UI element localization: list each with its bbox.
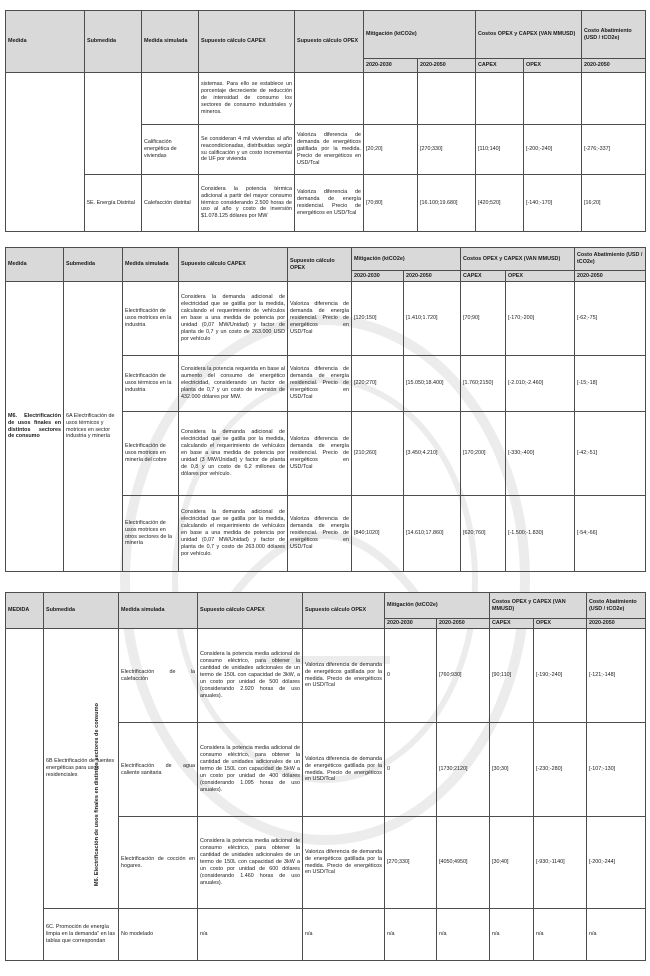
header-opex: OPEX (506, 271, 575, 282)
capex-assumption: Considera la potencia térmica adicional a partir del mayor consumo térmico considerando 2.500 horas de uso al año y costo de inversión $1.078.125 dólares por MW (199, 175, 295, 232)
header-2020-2050: 2020-2050 (418, 59, 476, 73)
capex-value: [420;520] (476, 175, 524, 232)
header-capex-calc: Supuesto cálculo CAPEX (198, 593, 303, 629)
header-2020-2030: 2020-2030 (385, 619, 437, 629)
simulated-measure: Calificación energética de viviendas (142, 125, 199, 175)
opex-assumption: Valoriza diferencia de demanda de energéticos gatillada por la medida. Precio de energéticos en USD/Tcal (303, 723, 385, 817)
mitigation-2050: [14.610;17.860] (404, 496, 461, 572)
header-medida: Medida (6, 248, 64, 282)
table-2 (5, 247, 646, 572)
capex-value: [70;90] (461, 282, 506, 356)
mitigation-2030: [840;1020] (352, 496, 404, 572)
capex-assumption: sistemas. Para ello se establece un porcentaje decreciente de reducción de intensidad de consumo los sectores de consumo industriales y mineros. (199, 73, 295, 125)
header-2020-2050: 2020-2050 (575, 271, 646, 282)
header-opex-calc: Supuesto cálculo OPEX (295, 11, 364, 73)
header-opex: OPEX (524, 59, 582, 73)
simulated-measure: No modelado (119, 909, 198, 961)
capex-value: [90;110] (490, 629, 534, 723)
capex-value: n/a (490, 909, 534, 961)
capex-value: [110;140] (476, 125, 524, 175)
abatement-cost: [-107;-130] (587, 723, 646, 817)
capex-assumption: Considera la potencia media adicional de consumo eléctrico, para obtener la cantidad de unidades adicionales de un termo de 150L con capacidad de 3kW a un costo por unidad de 600 dólares (considerando 1.460 horas de uso anuales). (198, 817, 303, 909)
header-2020-2050: 2020-2050 (404, 271, 461, 282)
mitigation-2050: [16.100;19.680] (418, 175, 476, 232)
measure-m6: M6. Electrificación de usos finales en distintos sectores de consumo (6, 282, 64, 572)
header-mitigacion: Mitigación (ktCO2e) (385, 593, 490, 619)
abatement-cost: [-200;-244] (587, 817, 646, 909)
table-1 (5, 10, 646, 232)
header-2020-2050: 2020-2050 (437, 619, 490, 629)
abatement-cost: [-42;-51] (575, 412, 646, 496)
opex-value: [-230;-280] (534, 723, 587, 817)
header-medida-simulada: Medida simulada (142, 11, 199, 73)
opex-assumption: Valoriza diferencia de demanda de energía residencial. Precio de energéticos en USD/Tcal (288, 412, 352, 496)
opex-value: [-200;-240] (524, 125, 582, 175)
mitigation-2030: [220;270] (352, 356, 404, 412)
table-row (6, 629, 646, 723)
mitigation-2030: 0 (385, 723, 437, 817)
header-capex-calc: Supuesto cálculo CAPEX (199, 11, 295, 73)
submeasure-6b: 6B Electrificación de fuentes energéticas para usos residenciales (44, 629, 119, 909)
opex-assumption: n/a (303, 909, 385, 961)
mitigation-2030: [270;330] (385, 817, 437, 909)
header-mitigacion: Mitigación (ktCO2e) (364, 11, 476, 59)
capex-value: [1.760;2150] (461, 356, 506, 412)
header-submedida: Submedida (44, 593, 119, 629)
simulated-measure: Electrificación de la calefacción (119, 629, 198, 723)
submeasure-6c: 6C. Promoción de energía limpia en la demanda" en las tablas que correspondan (44, 909, 119, 961)
header-2020-2050: 2020-2050 (582, 59, 646, 73)
abatement-cost: [-276;-337] (582, 125, 646, 175)
capex-assumption: n/a (198, 909, 303, 961)
opex-value (524, 73, 582, 125)
mitigation-2050: [270;330] (418, 125, 476, 175)
table-row (6, 909, 646, 961)
simulated-measure: Electrificación de usos motrices en la industria (123, 282, 179, 356)
submeasure-6a: 6A Electrificación de usos térmicos y motrices en sector industria y minería (64, 282, 123, 572)
opex-value: [-190;-240] (534, 629, 587, 723)
header-medida: Medida (6, 11, 85, 73)
simulated-measure: Electrificación de usos motrices en otros sectores de la minería (123, 496, 179, 572)
header-capex: CAPEX (461, 271, 506, 282)
simulated-measure (142, 73, 199, 125)
opex-value: [-930;-1140] (534, 817, 587, 909)
header-capex-calc: Supuesto cálculo CAPEX (179, 248, 288, 282)
opex-assumption: Valoriza diferencia de demanda de energéticos gatillada por la medida. Precio de energéticos en USD/Tcal (303, 817, 385, 909)
capex-value (476, 73, 524, 125)
opex-value: [-170;-200] (506, 282, 575, 356)
mitigation-2030: 0 (385, 629, 437, 723)
opex-assumption: Valoriza diferencia de demanda de energía residencial. Precio de energéticos en USD/Tcal (288, 356, 352, 412)
capex-assumption: Considera la potencia media adicional de consumo eléctrico, para obtener la cantidad de unidades adicionales de un termo de 150L con capacidad de 3kW, a un costo por unidad de 500 dólares (considerando 2.920 horas de uso anuales). (198, 629, 303, 723)
header-abatimiento: Costo Abatimiento (USD / tCO2e) (582, 11, 646, 59)
opex-assumption: Valoriza diferencia de demanda de energía residencial. Precio de energéticos en USD/Tcal (288, 496, 352, 572)
header-mitigacion: Mitigación (ktCO2e) (352, 248, 461, 271)
abatement-cost: [-121;-148] (587, 629, 646, 723)
opex-value: [-1.500;-1.830] (506, 496, 575, 572)
mitigation-2050: [15.050;18.400] (404, 356, 461, 412)
submeasure: 5E. Energía Distrital (85, 175, 142, 232)
mitigation-2030: [70;80] (364, 175, 418, 232)
opex-value: n/a (534, 909, 587, 961)
opex-value: [-140;-170] (524, 175, 582, 232)
header-medida: MEDIDA (6, 593, 44, 629)
mitigation-2050: [1730;2120] (437, 723, 490, 817)
table-3 (5, 592, 646, 961)
capex-assumption: Considera la demanda adicional de electricidad que se gatilla por la medida, calculando el requerimiento de vehículos en base a una medida de potencia por unidad (0,07 MW/Unidad) y factor de planta de 0,7 y costo de 263.000 dólares por vehículo. (179, 496, 288, 572)
opex-assumption (295, 73, 364, 125)
opex-assumption: Valoriza diferencia de demanda de energéticos gatillada por la medida. Precio de energéticos en USD/Tcal (303, 629, 385, 723)
simulated-measure: Electrificación de usos térmicos en la industria (123, 356, 179, 412)
abatement-cost (582, 73, 646, 125)
simulated-measure: Electrificación de usos motrices en minería del cobre (123, 412, 179, 496)
opex-assumption: Valoriza diferencia de demanda de energéticos gatillada por la medida. Precio de energéticos en USD/Tcal (295, 125, 364, 175)
capex-value: [30;40] (490, 817, 534, 909)
abatement-cost: [-15;-18] (575, 356, 646, 412)
mitigation-2030: n/a (385, 909, 437, 961)
header-submedida: Submedida (64, 248, 123, 282)
abatement-cost: [-54;-66] (575, 496, 646, 572)
header-capex: CAPEX (476, 59, 524, 73)
mitigation-2050: [1.410;1.720] (404, 282, 461, 356)
mitigation-2050: n/a (437, 909, 490, 961)
mitigation-2030: [120;150] (352, 282, 404, 356)
opex-value: [-2.010;-2.460] (506, 356, 575, 412)
capex-value: [170;200] (461, 412, 506, 496)
header-opex-calc: Supuesto cálculo OPEX (303, 593, 385, 629)
table-row (6, 175, 646, 232)
simulated-measure: Electrificación de agua caliente sanitaria (119, 723, 198, 817)
opex-assumption: Valoriza diferencia de demanda de energía residencial. Precio de energéticos en USD/Tcal (288, 282, 352, 356)
header-2020-2030: 2020-2030 (352, 271, 404, 282)
table-row (6, 73, 646, 125)
capex-value: [30;30] (490, 723, 534, 817)
mitigation-2050: [3.450;4.210] (404, 412, 461, 496)
mitigation-2030: [20;20] (364, 125, 418, 175)
mitigation-2030 (364, 73, 418, 125)
mitigation-2030: [210;260] (352, 412, 404, 496)
mitigation-2050 (418, 73, 476, 125)
capex-assumption: Considera la potencia requerida en base al aumento del consumo de energético electricidad, considerando un factor de planta de 0,7 y un costo de inversión de 432.000 dólares por MW. (179, 356, 288, 412)
header-abatimiento: Costo Abatimiento (USD / tCO2e) (575, 248, 646, 271)
header-medida-simulada: Medida simulada (119, 593, 198, 629)
mitigation-2050: [4050;4950] (437, 817, 490, 909)
abatement-cost: [-62;-75] (575, 282, 646, 356)
header-opex-calc: Supuesto cálculo OPEX (288, 248, 352, 282)
header-abatimiento: Costo Abatimiento (USD / tCO2e) (587, 593, 646, 619)
header-submedida: Submedida (85, 11, 142, 73)
mitigation-2050: [760;930] (437, 629, 490, 723)
abatement-cost: n/a (587, 909, 646, 961)
opex-value: [-330;-400] (506, 412, 575, 496)
capex-assumption: Se consideran 4 mil viviendas al año reacondicionadas, distribuidas según su calificación y un costo incremental de UF por vivienda (199, 125, 295, 175)
header-costos: Costos OPEX y CAPEX (VAN MMUSD) (461, 248, 575, 271)
header-costos: Costos OPEX y CAPEX (VAN MMUSD) (490, 593, 587, 619)
header-capex: CAPEX (490, 619, 534, 629)
header-opex: OPEX (534, 619, 587, 629)
header-costos: Costos OPEX y CAPEX (VAN MMUSD) (476, 11, 582, 59)
header-medida-simulada: Medida simulada (123, 248, 179, 282)
abatement-cost: [16;20] (582, 175, 646, 232)
measure-m6-label: M6. Electrificación de usos finales en distintos sectores de consumo (93, 702, 100, 887)
capex-assumption: Considera la demanda adicional de electricidad que se gatilla por la medida, calculando el requerimiento de vehículos en base a una medida de potencia por unidad (0,07 MW/Unidad) y factor de planta de 0,7 y un costo de 263.000 USD por vehículo (179, 282, 288, 356)
table-row (6, 282, 646, 356)
simulated-measure: Electrificación de cocción en hogares. (119, 817, 198, 909)
header-2020-2050: 2020-2050 (587, 619, 646, 629)
header-2020-2030: 2020-2030 (364, 59, 418, 73)
capex-value: [620;760] (461, 496, 506, 572)
capex-assumption: Considera la demanda adicional de electricidad que se gatilla por la medida, calculando el requerimiento de vehículos en base a una medida de potencia por unidad (3 MW/Unidad) y factor de planta de 0,8 y un costo de 6,2 millones de dólares por vehículo. (179, 412, 288, 496)
capex-assumption: Considera la potencia media adicional de consumo eléctrico, para obtener la cantidad de unidades adicionales de un termo de 150L con capacidad de 5kW a un costo por unidad de 400 dólares (considerando 1.095 horas de uso anuales). (198, 723, 303, 817)
simulated-measure: Calefacción distrital (142, 175, 199, 232)
opex-assumption: Valoriza diferencia de demanda de energía residencial. Precio de energéticos en USD/Tcal (295, 175, 364, 232)
